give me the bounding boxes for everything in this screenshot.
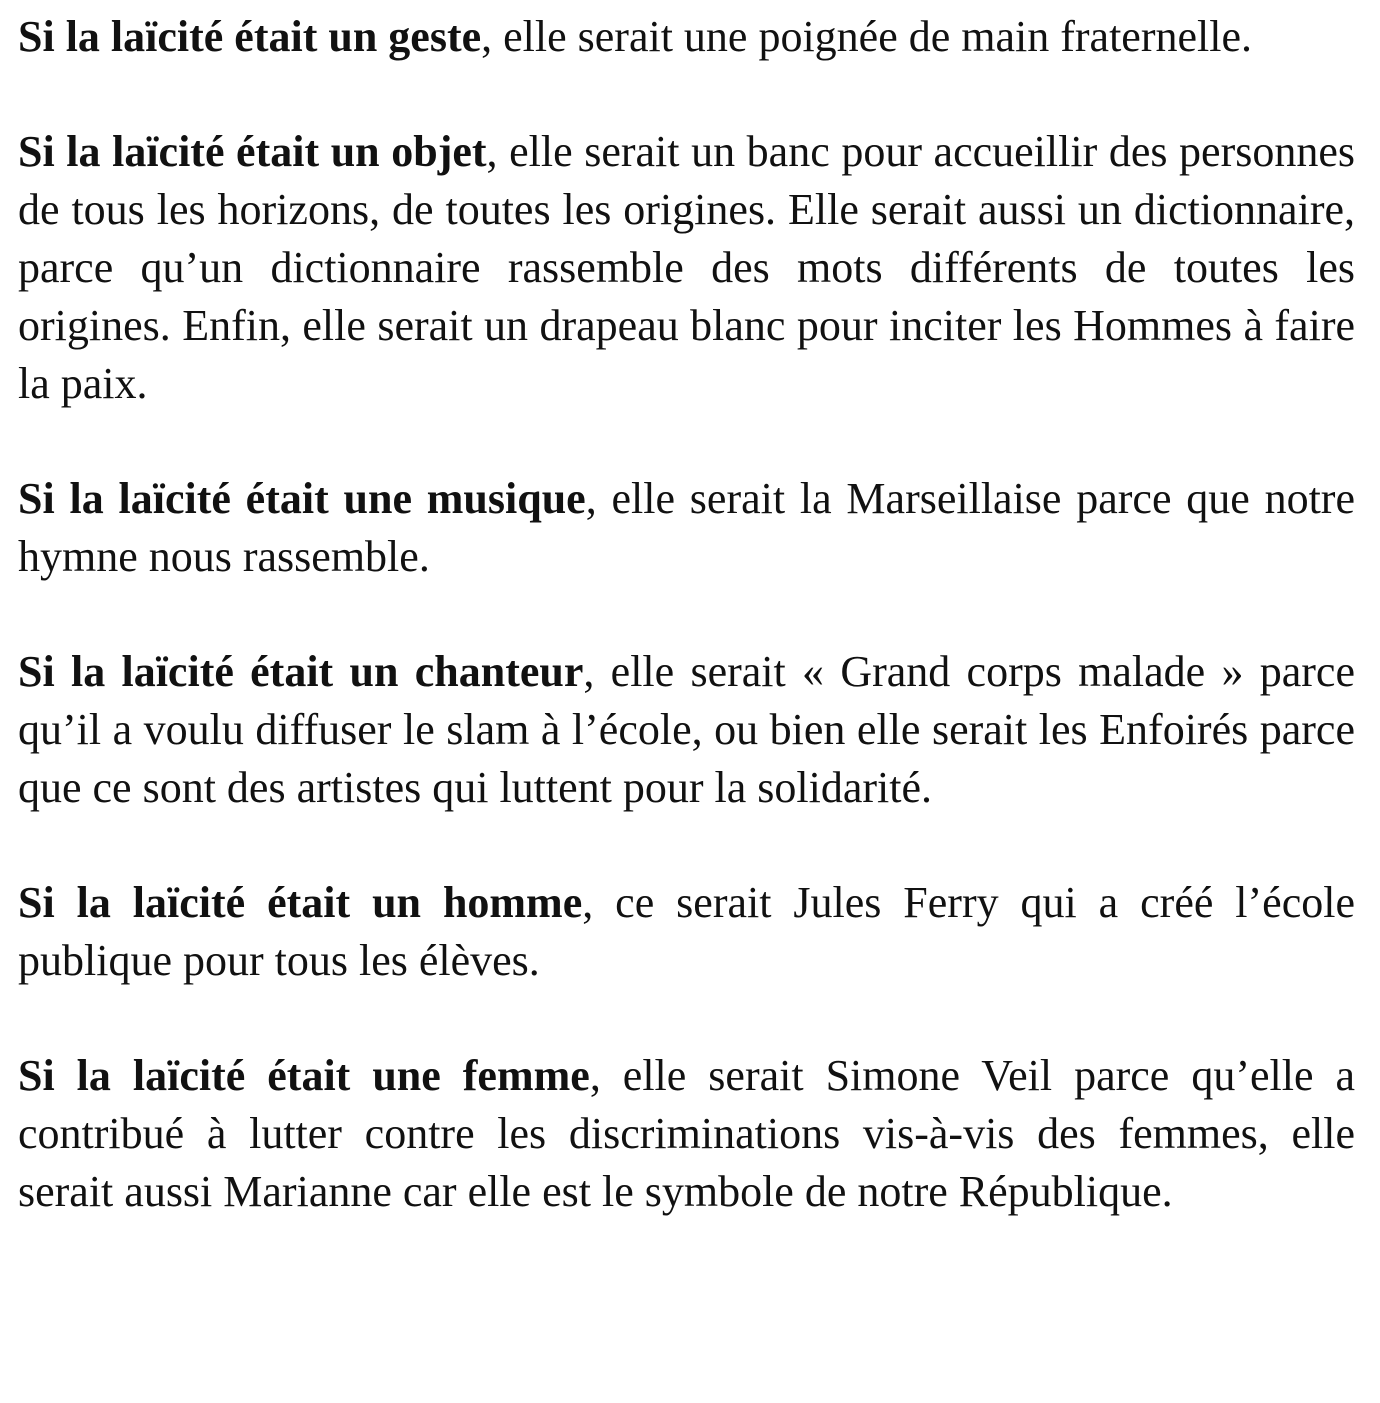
- document-page: [18, 8, 1355, 1221]
- paragraph-chanteur: [18, 643, 1355, 817]
- paragraph-lead: Si la laïcité était une musique: [18, 474, 586, 523]
- paragraph-lead: Si la laïcité était un homme: [18, 878, 583, 927]
- paragraph-text: , ce serait Jules Ferry qui a créé l’école publique pour tous les élèves.: [18, 878, 1355, 985]
- paragraph-homme: [18, 874, 1355, 990]
- paragraph-musique: [18, 470, 1355, 586]
- paragraph-femme: [18, 1047, 1355, 1221]
- paragraph-text: , elle serait un banc pour accueillir des personnes de tous les horizons, de toutes les origines. Elle serait aussi un dictionnaire, parce qu’un dictionnaire rassemble des mots différents de toutes les origines. Enfin, elle serait un drapeau blanc pour inciter les Hommes à faire la paix.: [18, 127, 1356, 408]
- paragraph-text: , elle serait Simone Veil parce qu’elle a contribué à lutter contre les discriminations vis-à-vis des femmes, elle serait aussi Marianne car elle est le symbole de notre République.: [18, 1051, 1355, 1216]
- paragraph-objet: [18, 123, 1355, 413]
- paragraph-geste: [18, 8, 1355, 66]
- paragraph-text: , elle serait une poignée de main fraternelle.: [481, 12, 1252, 61]
- paragraph-lead: Si la laïcité était un chanteur: [18, 647, 584, 696]
- paragraph-text: , elle serait « Grand corps malade » parce qu’il a voulu diffuser le slam à l’école, ou bien elle serait les Enfoirés parce que ce sont des artistes qui luttent pour la solidarité.: [18, 647, 1355, 812]
- paragraph-lead: Si la laïcité était un geste: [18, 12, 482, 61]
- paragraph-lead: Si la laïcité était une femme: [18, 1051, 590, 1100]
- paragraph-lead: Si la laïcité était un objet: [18, 127, 487, 176]
- paragraph-text: , elle serait la Marseillaise parce que notre hymne nous rassemble.: [18, 474, 1355, 581]
